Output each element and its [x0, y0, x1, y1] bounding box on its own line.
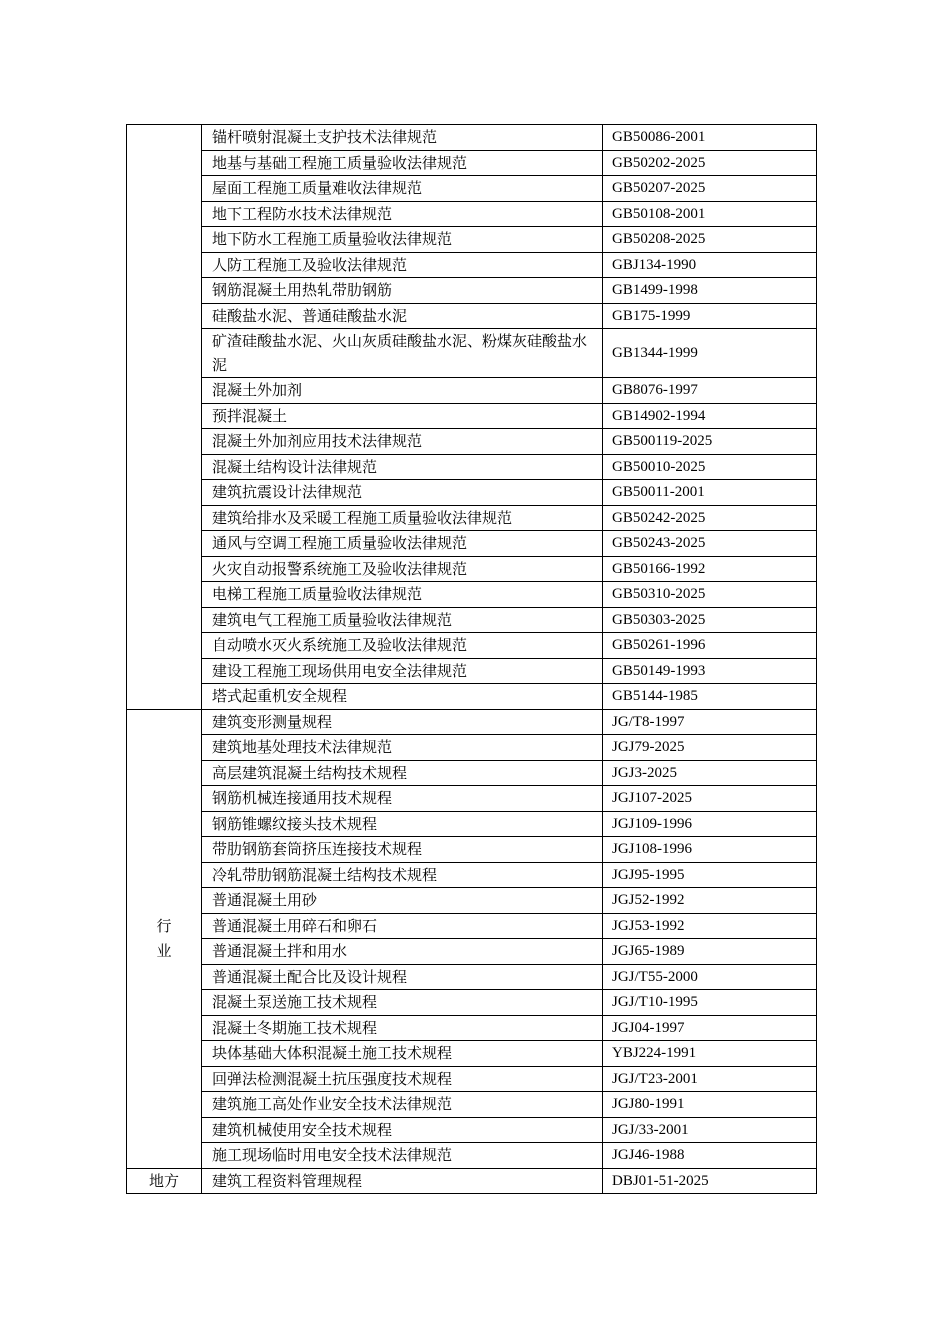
table-row	[127, 1168, 817, 1194]
standard-code-cell: GB50207-2025	[603, 176, 817, 202]
standard-name-cell: 高层建筑混凝土结构技术规程	[202, 760, 603, 786]
table-row	[127, 786, 817, 812]
standard-code-cell: JGJ/T55-2000	[603, 964, 817, 990]
standard-name-cell: 冷轧带肋钢筋混凝土结构技术规程	[202, 862, 603, 888]
standard-name-cell: 普通混凝土用碎石和卵石	[202, 913, 603, 939]
standard-name-cell: 块体基础大体积混凝土施工技术规程	[202, 1041, 603, 1067]
table-row	[127, 201, 817, 227]
standard-name-cell: 建筑抗震设计法律规范	[202, 480, 603, 506]
standard-name-cell: 施工现场临时用电安全技术法律规范	[202, 1143, 603, 1169]
standard-name-cell: 塔式起重机安全规程	[202, 684, 603, 710]
standard-code-cell: GB50011-2001	[603, 480, 817, 506]
standard-code-cell: GB50108-2001	[603, 201, 817, 227]
standard-name-cell: 建筑施工高处作业安全技术法律规范	[202, 1092, 603, 1118]
category-char: 业	[156, 941, 172, 960]
table-row	[127, 278, 817, 304]
category-cell: 地方	[127, 1168, 202, 1194]
standard-code-cell: JGJ53-1992	[603, 913, 817, 939]
standard-name-cell: 地下防水工程施工质量验收法律规范	[202, 227, 603, 253]
standard-code-cell: GB50310-2025	[603, 582, 817, 608]
category-char: 行	[156, 916, 172, 935]
table-row	[127, 760, 817, 786]
table-row	[127, 125, 817, 151]
standard-code-cell: JG/T8-1997	[603, 709, 817, 735]
table-row	[127, 964, 817, 990]
table-row	[127, 403, 817, 429]
standard-name-cell: 带肋钢筋套筒挤压连接技术规程	[202, 837, 603, 863]
standard-name-cell: 混凝土结构设计法律规范	[202, 454, 603, 480]
standard-code-cell: GB500119-2025	[603, 429, 817, 455]
standard-code-cell: GB50243-2025	[603, 531, 817, 557]
table-row	[127, 913, 817, 939]
standard-name-cell: 地下工程防水技术法律规范	[202, 201, 603, 227]
standard-code-cell: GB50242-2025	[603, 505, 817, 531]
table-row	[127, 1092, 817, 1118]
standard-name-cell: 地基与基础工程施工质量验收法律规范	[202, 150, 603, 176]
table-row	[127, 684, 817, 710]
standard-name-cell: 自动喷水灭火系统施工及验收法律规范	[202, 633, 603, 659]
standard-code-cell: GB1344-1999	[603, 329, 817, 378]
standard-code-cell: GB50166-1992	[603, 556, 817, 582]
category-label	[156, 914, 171, 964]
standard-name-cell: 建筑工程资料管理规程	[202, 1168, 603, 1194]
standard-name-cell: 混凝土外加剂	[202, 378, 603, 404]
standard-name-cell: 建筑电气工程施工质量验收法律规范	[202, 607, 603, 633]
table-row	[127, 1066, 817, 1092]
category-cell	[127, 709, 202, 1168]
standard-name-cell: 普通混凝土拌和用水	[202, 939, 603, 965]
standard-code-cell: JGJ52-1992	[603, 888, 817, 914]
table-row	[127, 556, 817, 582]
standard-name-cell: 建筑给排水及采暖工程施工质量验收法律规范	[202, 505, 603, 531]
standard-code-cell: GB50149-1993	[603, 658, 817, 684]
table-row	[127, 735, 817, 761]
standard-code-cell: JGJ108-1996	[603, 837, 817, 863]
standard-name-cell: 人防工程施工及验收法律规范	[202, 252, 603, 278]
table-row	[127, 378, 817, 404]
table-row	[127, 1143, 817, 1169]
standards-table-body	[127, 125, 817, 1194]
table-row	[127, 888, 817, 914]
table-row	[127, 227, 817, 253]
standard-name-cell: 建筑机械使用安全技术规程	[202, 1117, 603, 1143]
table-row	[127, 837, 817, 863]
standard-name-cell: 钢筋机械连接通用技术规程	[202, 786, 603, 812]
standard-code-cell: JGJ/T23-2001	[603, 1066, 817, 1092]
standard-code-cell: JGJ109-1996	[603, 811, 817, 837]
table-row	[127, 658, 817, 684]
standard-name-cell: 通风与空调工程施工质量验收法律规范	[202, 531, 603, 557]
table-row	[127, 939, 817, 965]
standard-code-cell: JGJ79-2025	[603, 735, 817, 761]
standard-name-cell: 普通混凝土用砂	[202, 888, 603, 914]
table-row	[127, 454, 817, 480]
table-row	[127, 1117, 817, 1143]
table-row	[127, 329, 817, 378]
table-row	[127, 480, 817, 506]
standard-name-cell: 普通混凝土配合比及设计规程	[202, 964, 603, 990]
standard-code-cell: JGJ/T10-1995	[603, 990, 817, 1016]
standard-name-cell: 电梯工程施工质量验收法律规范	[202, 582, 603, 608]
standard-name-cell: 预拌混凝土	[202, 403, 603, 429]
standard-code-cell: JGJ80-1991	[603, 1092, 817, 1118]
standard-name-cell: 混凝土外加剂应用技术法律规范	[202, 429, 603, 455]
standard-name-cell: 钢筋混凝土用热轧带肋钢筋	[202, 278, 603, 304]
standard-code-cell: JGJ/33-2001	[603, 1117, 817, 1143]
table-row	[127, 1015, 817, 1041]
standard-code-cell: GB50086-2001	[603, 125, 817, 151]
standard-name-cell: 矿渣硅酸盐水泥、火山灰质硅酸盐水泥、粉煤灰硅酸盐水泥	[202, 329, 603, 378]
table-row	[127, 990, 817, 1016]
standard-code-cell: GB14902-1994	[603, 403, 817, 429]
table-row	[127, 252, 817, 278]
standard-code-cell: JGJ46-1988	[603, 1143, 817, 1169]
table-row	[127, 582, 817, 608]
standard-name-cell: 钢筋锥螺纹接头技术规程	[202, 811, 603, 837]
table-row	[127, 429, 817, 455]
standard-name-cell: 硅酸盐水泥、普通硅酸盐水泥	[202, 303, 603, 329]
standard-name-cell: 混凝土冬期施工技术规程	[202, 1015, 603, 1041]
standard-code-cell: JGJ04-1997	[603, 1015, 817, 1041]
table-row	[127, 303, 817, 329]
table-row	[127, 1041, 817, 1067]
table-row	[127, 150, 817, 176]
standard-code-cell: GB1499-1998	[603, 278, 817, 304]
table-row	[127, 176, 817, 202]
standard-code-cell: GB50010-2025	[603, 454, 817, 480]
table-row	[127, 633, 817, 659]
table-row	[127, 531, 817, 557]
standard-code-cell: JGJ3-2025	[603, 760, 817, 786]
standard-name-cell: 建筑地基处理技术法律规范	[202, 735, 603, 761]
standard-name-cell: 屋面工程施工质量难收法律规范	[202, 176, 603, 202]
standard-code-cell: JGJ107-2025	[603, 786, 817, 812]
standard-code-cell: YBJ224-1991	[603, 1041, 817, 1067]
standard-code-cell: GB50202-2025	[603, 150, 817, 176]
standard-code-cell: GB50303-2025	[603, 607, 817, 633]
standard-name-cell: 建筑变形测量规程	[202, 709, 603, 735]
standard-name-cell: 火灾自动报警系统施工及验收法律规范	[202, 556, 603, 582]
table-row	[127, 709, 817, 735]
standard-code-cell: GB8076-1997	[603, 378, 817, 404]
standard-name-cell: 建设工程施工现场供用电安全法律规范	[202, 658, 603, 684]
table-row	[127, 811, 817, 837]
standard-code-cell: JGJ95-1995	[603, 862, 817, 888]
standard-code-cell: GB5144-1985	[603, 684, 817, 710]
standard-code-cell: DBJ01-51-2025	[603, 1168, 817, 1194]
category-cell	[127, 125, 202, 710]
table-row	[127, 505, 817, 531]
standard-name-cell: 回弹法检测混凝土抗压强度技术规程	[202, 1066, 603, 1092]
standard-name-cell: 锚杆喷射混凝土支护技术法律规范	[202, 125, 603, 151]
standard-code-cell: GB50208-2025	[603, 227, 817, 253]
standards-table	[126, 124, 817, 1194]
standard-code-cell: GBJ134-1990	[603, 252, 817, 278]
table-row	[127, 607, 817, 633]
standard-code-cell: JGJ65-1989	[603, 939, 817, 965]
standard-name-cell: 混凝土泵送施工技术规程	[202, 990, 603, 1016]
standard-code-cell: GB175-1999	[603, 303, 817, 329]
standard-code-cell: GB50261-1996	[603, 633, 817, 659]
table-row	[127, 862, 817, 888]
